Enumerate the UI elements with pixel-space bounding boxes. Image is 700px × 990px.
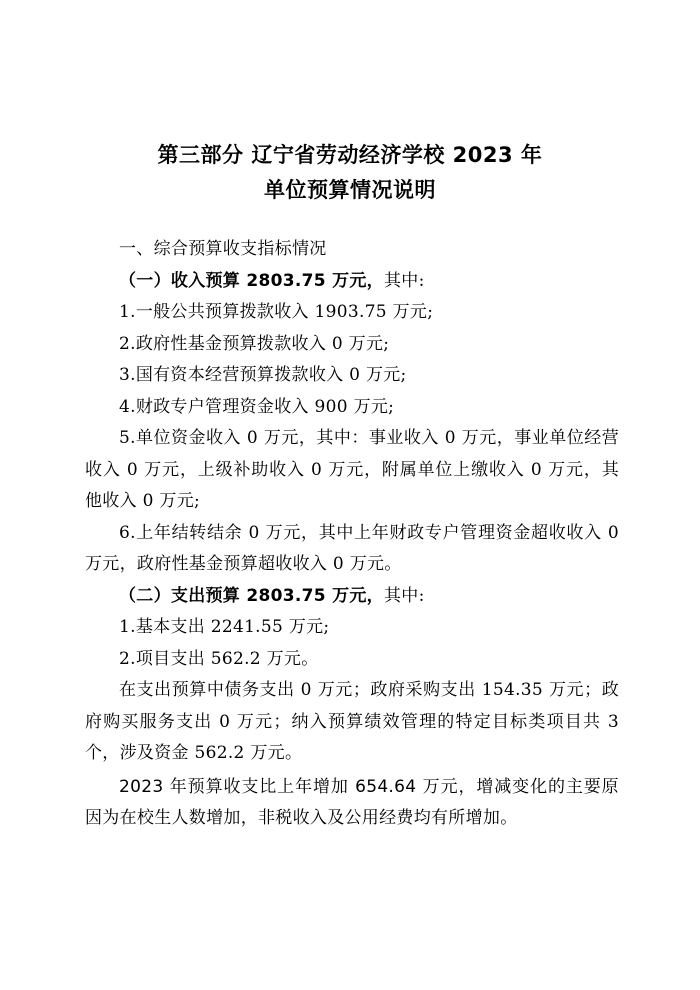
expense-subheading [85, 581, 619, 613]
income-subheading [85, 266, 619, 298]
income-item-6: 6.上年结转结余 0 万元，其中上年财政专户管理资金超收收入 0 万元，政府性基金预算超收收入 0 万元。 [85, 522, 619, 574]
expense-subheading-rest: 其中: [383, 585, 425, 606]
document-title-line-1: 第三部分 辽宁省劳动经济学校 2023 年 [157, 143, 543, 167]
section-heading: 一、综合预算收支指标情况 [119, 239, 327, 259]
income-item-1: 1.一般公共预算拨款收入 1903.75 万元; [119, 302, 434, 322]
income-subheading-rest: 其中: [383, 270, 425, 291]
expense-item-1: 1.基本支出 2241.55 万元; [119, 617, 330, 637]
expense-item-2: 2.项目支出 562.2 万元。 [119, 648, 319, 669]
document-title-line-2: 单位预算情况说明 [264, 178, 436, 202]
income-item-3: 3.国有资本经营预算拨款收入 0 万元; [119, 365, 407, 385]
income-item-5: 5.单位资金收入 0 万元，其中：事业收入 0 万元，事业单位经营收入 0 万元，上级补助收入 0 万元，附属单位上缴收入 0 万元，其他收入 0 万元; [85, 428, 619, 511]
document-body [85, 234, 619, 835]
income-subheading-bold: （一）收入预算 2803.75 万元， [119, 270, 384, 291]
income-item-2: 2.政府性基金预算拨款收入 0 万元; [119, 333, 390, 354]
budget-summary: 2023 年预算收支比上年增加 654.64 万元，增减变化的主要原因为在校生人数增加，非税收入及公用经费均有所增加。 [85, 776, 619, 828]
expense-subheading-bold: （二）支出预算 2803.75 万元， [119, 585, 384, 606]
income-item-4: 4.财政专户管理资金收入 900 万元; [119, 396, 395, 417]
expense-note: 在支出预算中债务支出 0 万元；政府采购支出 154.35 万元；政府购买服务支出 0 万元；纳入预算绩效管理的特定目标类项目共 3 个，涉及资金 562.2 万元。 [85, 680, 619, 763]
